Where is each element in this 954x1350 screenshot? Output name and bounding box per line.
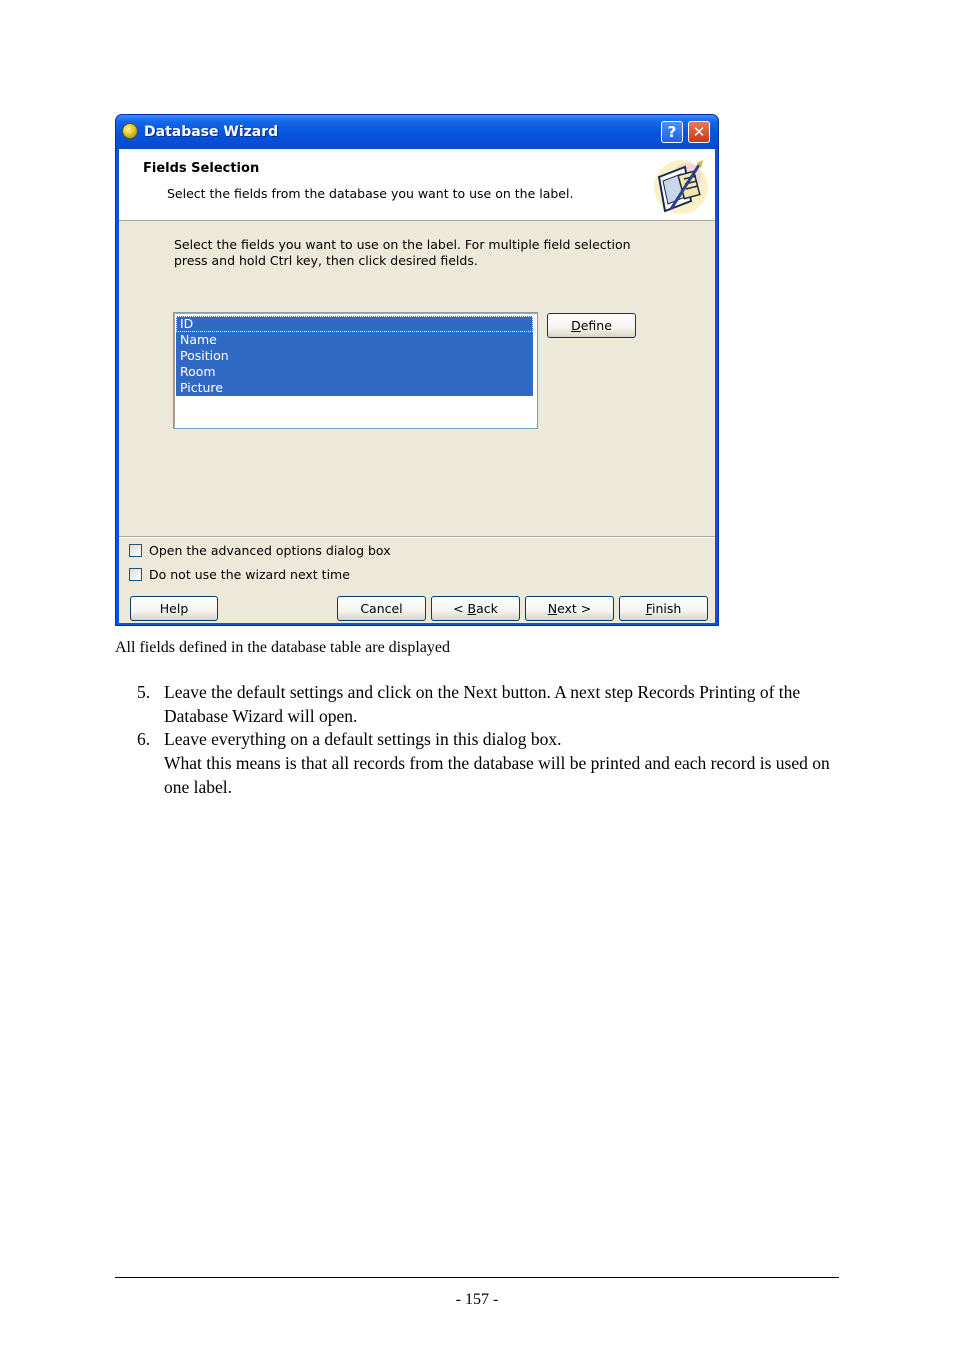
- back-button-accel: B: [467, 601, 477, 616]
- step-number: 6.: [137, 729, 151, 750]
- database-wizard-illustration-icon: [651, 157, 709, 215]
- separator: [119, 536, 715, 538]
- instructions-text: Select the fields you want to use on the label. For multiple field selection press and hold Ctrl key, then click desired fields.: [174, 237, 631, 268]
- figure-caption: All fields defined in the database table are displayed: [115, 639, 450, 656]
- title-bar[interactable]: [116, 115, 718, 149]
- advanced-options-label[interactable]: Open the advanced options dialog box: [149, 543, 391, 558]
- advanced-options-checkbox[interactable]: [129, 544, 142, 557]
- fields-listbox[interactable]: [173, 312, 538, 429]
- footer-rule: [115, 1277, 839, 1278]
- define-button-label-rest: efine: [580, 318, 612, 333]
- help-button[interactable]: Help: [130, 596, 218, 621]
- list-item[interactable]: ID: [176, 316, 533, 332]
- list-item[interactable]: Room: [176, 364, 533, 380]
- steps-list: [137, 681, 842, 800]
- list-item[interactable]: Name: [176, 332, 533, 348]
- finish-button-label-rest: inish: [651, 601, 682, 616]
- help-title-button[interactable]: ?: [661, 121, 683, 143]
- database-wizard-dialog: [115, 114, 719, 626]
- define-button[interactable]: [547, 313, 636, 338]
- finish-button[interactable]: [619, 596, 708, 621]
- dialog-title: Database Wizard: [144, 124, 279, 140]
- step-subtitle: Select the fields from the database you want to use on the label.: [167, 186, 574, 201]
- list-item[interactable]: Picture: [176, 380, 533, 396]
- back-button[interactable]: [431, 596, 520, 621]
- list-item[interactable]: Position: [176, 348, 533, 364]
- finish-button-accel: F: [645, 601, 652, 616]
- page-number: - 157 -: [455, 1291, 499, 1308]
- step-6: [137, 728, 842, 799]
- step-text: Leave everything on a default settings in this dialog box.: [164, 729, 562, 750]
- wizard-header: [119, 149, 715, 221]
- app-icon: [122, 123, 138, 139]
- cancel-button[interactable]: Cancel: [337, 596, 426, 621]
- step-title: Fields Selection: [143, 161, 260, 176]
- dialog-client-area: [119, 149, 715, 623]
- back-button-label-rest: ack: [476, 601, 498, 616]
- define-button-accel: D: [571, 318, 581, 333]
- next-button-accel: N: [547, 601, 558, 616]
- back-button-label: <: [453, 601, 468, 616]
- next-button-label-rest: ext >: [557, 601, 592, 616]
- next-button[interactable]: [525, 596, 614, 621]
- skip-wizard-label[interactable]: Do not use the wizard next time: [149, 567, 350, 582]
- step-number: 5.: [137, 682, 151, 702]
- step-extra-text: What this means is that all records from the database will be printed and each record is used on one label.: [164, 753, 830, 797]
- step-5: [137, 681, 842, 728]
- skip-wizard-checkbox[interactable]: [129, 568, 142, 581]
- step-text: Leave the default settings and click on the Next button. A next step Records Printing of the Database Wizard will open.: [164, 682, 801, 726]
- close-button[interactable]: ✕: [688, 121, 710, 143]
